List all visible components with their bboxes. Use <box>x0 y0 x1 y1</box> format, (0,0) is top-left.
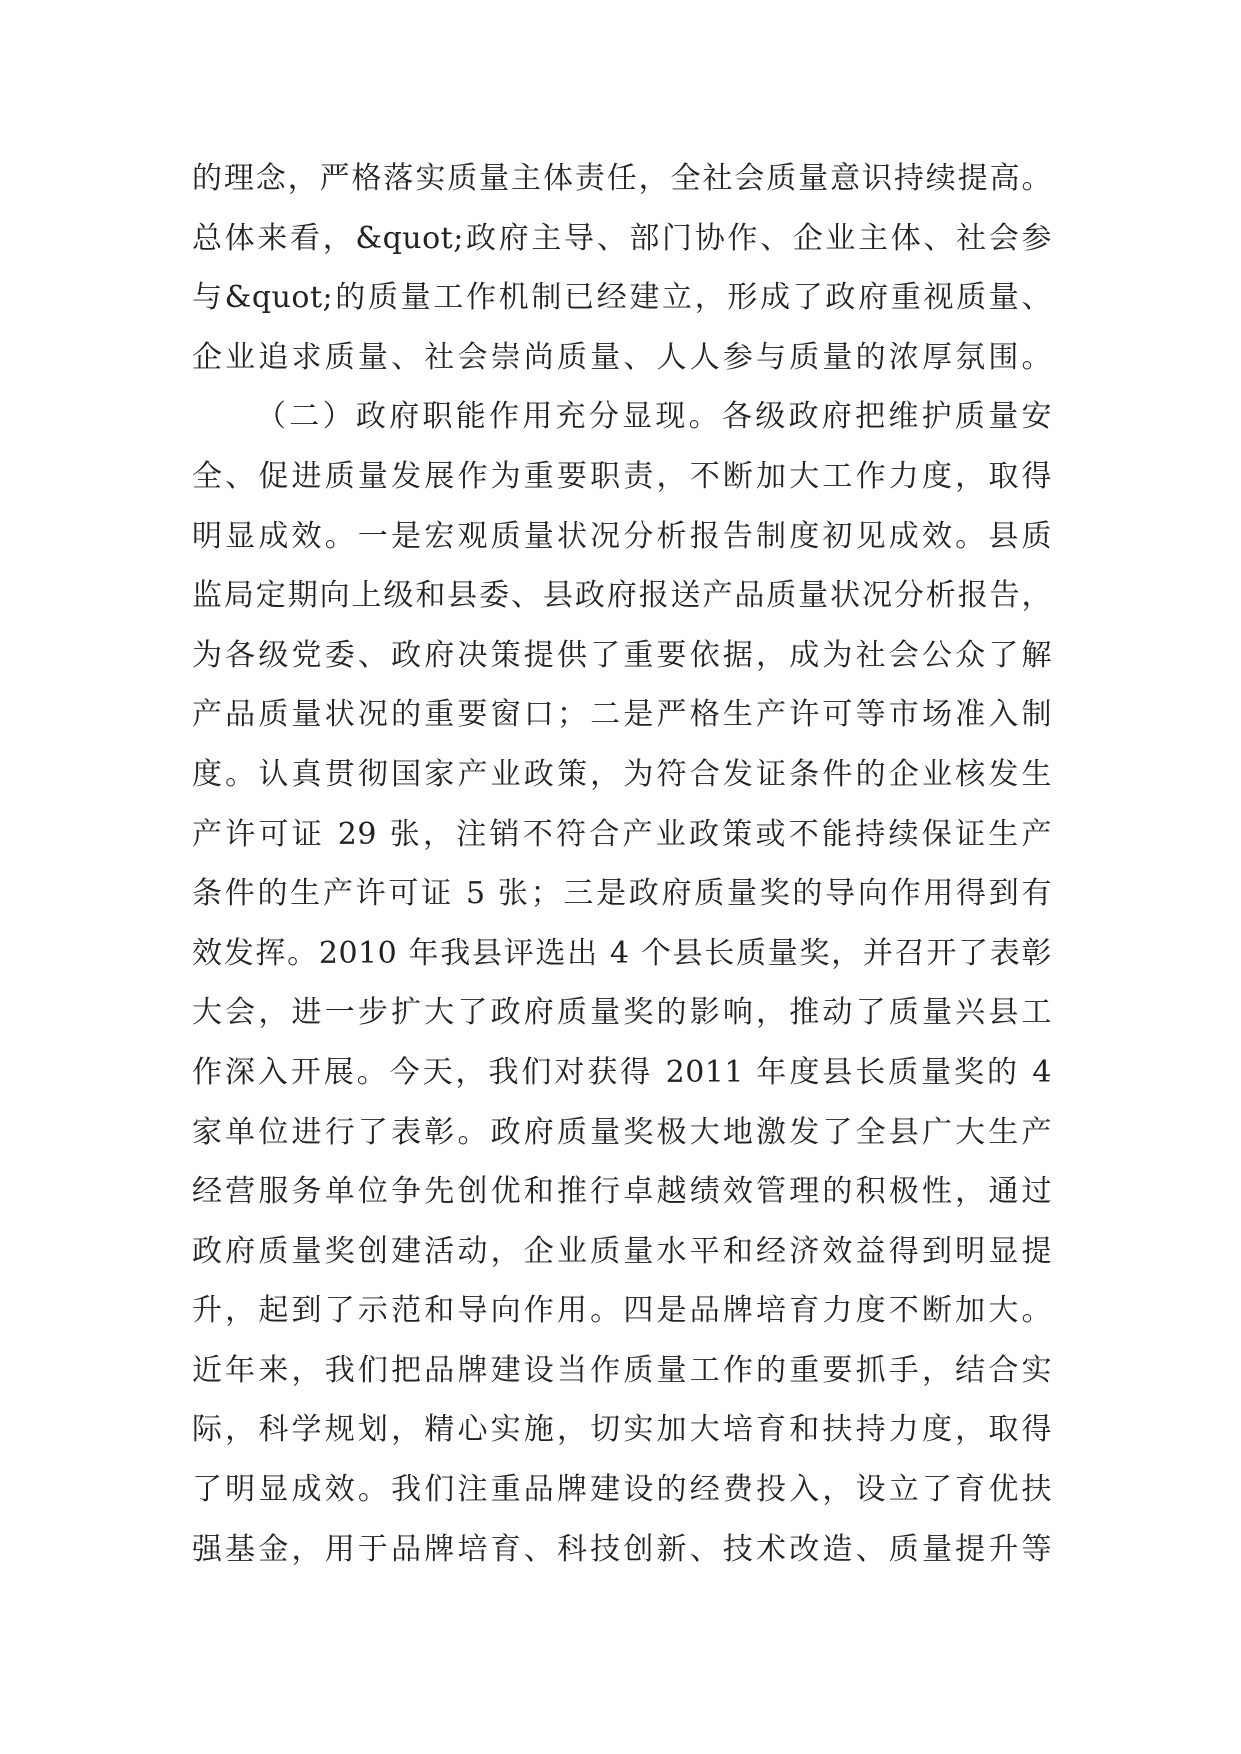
text-line: 条件的生产许可证 5 张；三是政府质量奖的导向作用得到有 <box>192 876 1052 912</box>
text-line: 企业追求质量、社会崇尚质量、人人参与质量的浓厚氛围。 <box>192 339 1052 375</box>
text-line: 度。认真贯彻国家产业政策，为符合发证条件的企业核发生 <box>192 756 1052 792</box>
text-line: 大会，进一步扩大了政府质量奖的影响，推动了质量兴县工 <box>192 995 1052 1031</box>
text-line: 产品质量状况的重要窗口；二是严格生产许可等市场准入制 <box>192 697 1052 733</box>
text-line: 作深入开展。今天，我们对获得 2011 年度县长质量奖的 4 <box>192 1054 1052 1090</box>
text-line: 家单位进行了表彰。政府质量奖极大地激发了全县广大生产 <box>192 1114 1052 1150</box>
text-line: 经营服务单位争先创优和推行卓越绩效管理的积极性，通过 <box>192 1174 1052 1210</box>
text-line: 政府质量奖创建活动，企业质量水平和经济效益得到明显提 <box>192 1233 1052 1269</box>
text-line: 明显成效。一是宏观质量状况分析报告制度初见成效。县质 <box>192 518 1052 554</box>
text-line: 全、促进质量发展作为重要职责，不断加大工作力度，取得 <box>192 458 1052 494</box>
text-line: 效发挥。2010 年我县评选出 4 个县长质量奖，并召开了表彰 <box>192 935 1052 971</box>
text-line: 监局定期向上级和县委、县政府报送产品质量状况分析报告， <box>192 578 1052 614</box>
text-line: 升，起到了示范和导向作用。四是品牌培育力度不断加大。 <box>192 1293 1052 1329</box>
text-line: 总体来看，&quot;政府主导、部门协作、企业主体、社会参 <box>192 220 1052 256</box>
body-text <box>192 160 1052 1590</box>
text-line: 近年来，我们把品牌建设当作质量工作的重要抓手，结合实 <box>192 1352 1052 1388</box>
text-line: 与&quot;的质量工作机制已经建立，形成了政府重视质量、 <box>192 280 1052 316</box>
text-line: 际，科学规划，精心实施，切实加大培育和扶持力度，取得 <box>192 1412 1052 1448</box>
text-line: 了明显成效。我们注重品牌建设的经费投入，设立了育优扶 <box>192 1472 1052 1508</box>
text-line: 的理念，严格落实质量主体责任，全社会质量意识持续提高。 <box>192 161 1052 196</box>
paragraph-start-line: （二）政府职能作用充分显现。各级政府把维护质量安 <box>256 399 1052 435</box>
text-line: 为各级党委、政府决策提供了重要依据，成为社会公众了解 <box>192 637 1052 673</box>
text-line: 产许可证 29 张，注销不符合产业政策或不能持续保证生产 <box>192 816 1052 852</box>
text-line: 强基金，用于品牌培育、科技创新、技术改造、质量提升等 <box>192 1531 1052 1567</box>
